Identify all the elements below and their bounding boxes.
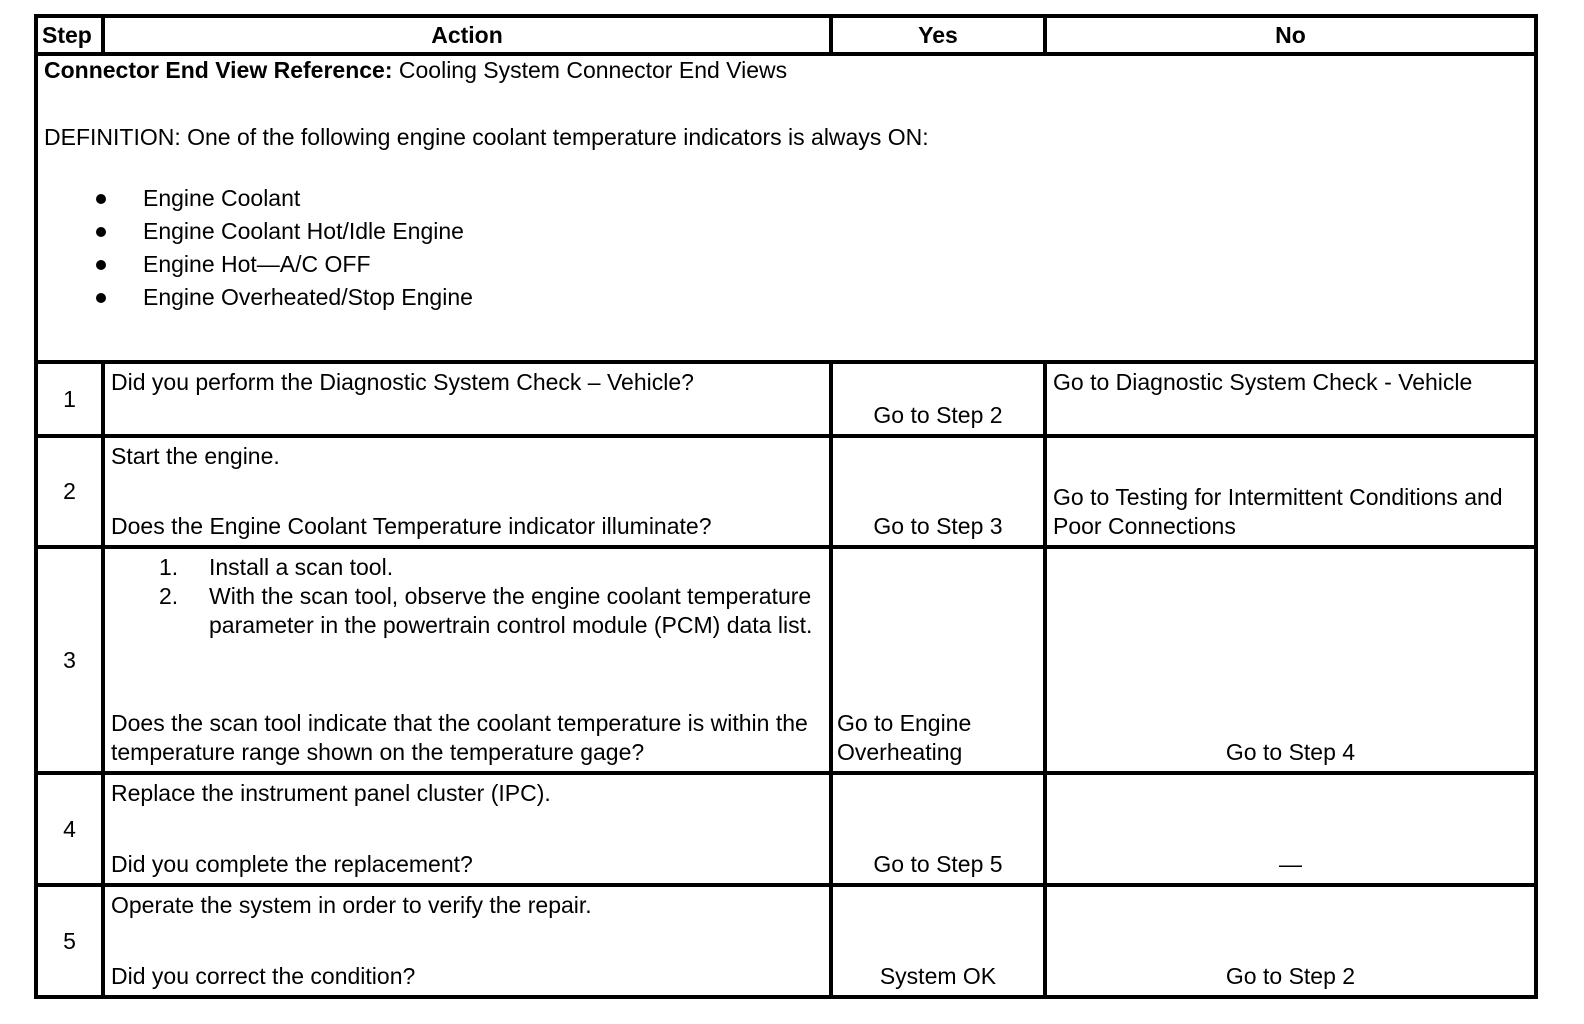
action-instruction: Operate the system in order to verify the repair. (111, 892, 592, 918)
no-cell (1045, 773, 1536, 885)
action-cell (103, 547, 831, 773)
list-item (111, 582, 823, 640)
header-step: Step (36, 16, 103, 54)
yes-cell (831, 773, 1045, 885)
intro-row (36, 54, 1536, 362)
substep-number: 2. (159, 583, 179, 609)
yes-text: Go to Step 5 (873, 851, 1003, 877)
step-number: 3 (36, 547, 103, 773)
action-cell (103, 885, 831, 997)
connector-reference (44, 56, 1528, 85)
action-question: Did you complete the replacement? (111, 851, 473, 877)
no-text: Go to Step 4 (1225, 739, 1356, 765)
yes-text: Go to Step 3 (873, 513, 1003, 539)
yes-text: System OK (879, 963, 997, 989)
table-row (36, 773, 1536, 885)
no-cell (1045, 436, 1536, 547)
header-yes: Yes (831, 16, 1045, 54)
list-item: Engine Overheated/Stop Engine (44, 281, 1528, 314)
substep-text: With the scan tool, observe the engine coolant temperature parameter in the powertrain control module (PCM) data list. (209, 583, 813, 638)
definition-text: DEFINITION: One of the following engine coolant temperature indicators is always ON: (44, 124, 929, 150)
substep-text: Install a scan tool. (209, 554, 394, 580)
no-text: Go to Testing for Intermittent Conditions and Poor Connections (1053, 484, 1503, 539)
reference-value: Cooling System Connector End Views (392, 57, 788, 83)
action-instruction: Start the engine. (111, 443, 280, 469)
table-row (36, 547, 1536, 773)
yes-cell (831, 885, 1045, 997)
intro-cell (36, 54, 1536, 362)
yes-cell (831, 436, 1045, 547)
list-item: Engine Coolant (44, 182, 1528, 215)
table-row (36, 885, 1536, 997)
action-question: Does the scan tool indicate that the coolant temperature is within the temperature range shown on the temperature gage? (111, 710, 808, 765)
no-text: Go to Step 2 (1225, 963, 1356, 989)
reference-label: Connector End View Reference: (44, 57, 393, 83)
substep-number: 1. (159, 554, 179, 580)
list-item: Engine Coolant Hot/Idle Engine (44, 215, 1528, 248)
no-cell (1045, 885, 1536, 997)
no-cell (1045, 362, 1536, 436)
header-row (36, 16, 1536, 54)
step-number: 2 (36, 436, 103, 547)
substep-list (111, 553, 823, 640)
yes-text: Go to Engine Overheating (837, 710, 972, 765)
no-cell (1045, 547, 1536, 773)
table-row (36, 362, 1536, 436)
yes-text: Go to Step 2 (873, 402, 1003, 428)
action-cell (103, 773, 831, 885)
action-cell (103, 436, 831, 547)
action-question: Did you correct the condition? (111, 963, 416, 989)
no-text: Go to Diagnostic System Check - Vehicle (1053, 369, 1473, 395)
indicator-list (44, 182, 1528, 314)
table-row (36, 436, 1536, 547)
yes-cell (831, 547, 1045, 773)
list-item (111, 553, 823, 582)
step-number: 5 (36, 885, 103, 997)
step-number: 4 (36, 773, 103, 885)
no-text: — (1279, 851, 1302, 877)
action-question: Does the Engine Coolant Temperature indicator illuminate? (111, 513, 712, 539)
diagnostic-table (34, 14, 1538, 999)
action-cell (103, 362, 831, 436)
step-number: 1 (36, 362, 103, 436)
action-instruction: Replace the instrument panel cluster (IPC). (111, 780, 551, 806)
header-action: Action (103, 16, 831, 54)
header-no: No (1045, 16, 1536, 54)
action-text: Did you perform the Diagnostic System Check – Vehicle? (111, 369, 694, 395)
list-item: Engine Hot—A/C OFF (44, 248, 1528, 281)
yes-cell (831, 362, 1045, 436)
